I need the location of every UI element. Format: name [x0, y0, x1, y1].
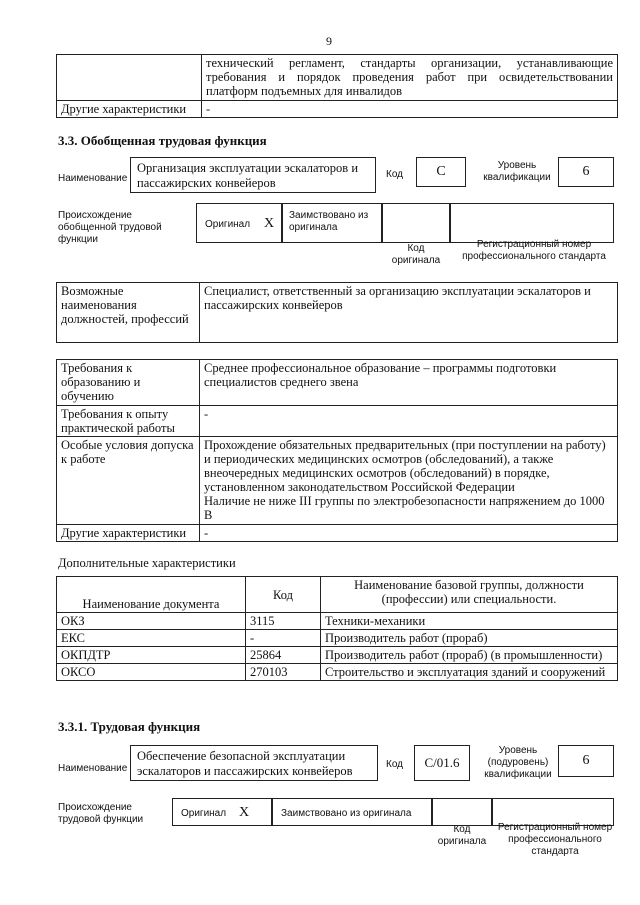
row-name: Производитель работ (прораб) (в промышленности)	[321, 647, 618, 664]
cond-value	[200, 437, 618, 525]
tf-borrowed-cell	[272, 798, 432, 826]
additional-title: Дополнительные характеристики	[58, 556, 236, 570]
page-number: 9	[326, 34, 332, 48]
cond-value-medical: Прохождение обязательных предварительных (при поступлении на работу) и периодических медицинских осмотров (обследований), а также внеочередных медицинских осмотров (обследований) в порядке, установленном законодательством Российской Федерации	[204, 438, 606, 494]
gf-level-label: Уровень квалификации	[483, 160, 551, 183]
edu-label: Требования к образованию и обучению	[57, 360, 200, 406]
tf-original-label: Оригинал	[181, 808, 227, 819]
tf-origin-label: Происхождение трудовой функции	[58, 802, 144, 825]
row-doc: ОКСО	[57, 664, 246, 681]
additional-header-doc: Наименование документа	[57, 577, 246, 613]
tf-level-label: Уровень (подуровень) квалификации	[484, 745, 552, 780]
row-doc: ЕКС	[57, 630, 246, 647]
top-table-other-label: Другие характеристики	[57, 101, 202, 118]
gf-reg-number-cell	[450, 203, 614, 243]
cond-label: Особые условия допуска к работе	[57, 437, 200, 525]
row-code: 3115	[246, 613, 321, 630]
gf-code-original-label: Код оригинала	[391, 243, 441, 266]
exp-value: -	[200, 406, 618, 437]
req-other-value: -	[200, 525, 618, 542]
row-name: Строительство и эксплуатация зданий и сооружений	[321, 664, 618, 681]
tf-code-label: Код	[386, 759, 404, 770]
top-table-empty-cell	[57, 55, 202, 101]
gf-code-label: Код	[386, 169, 404, 180]
top-table-row1-text: технический регламент, стандарты организации, устанавливающие требования и порядок проведения работ при освидетельствовании платформ подъемных для инвалидов	[202, 55, 618, 101]
table-row	[57, 647, 618, 664]
row-code: -	[246, 630, 321, 647]
cond-value-electrical: Наличие не ниже III группы по электробезопасности напряжением до 1000 В	[204, 494, 605, 522]
positions-table	[56, 282, 618, 343]
tf-level-value: 6	[558, 745, 614, 777]
tf-code-value: C/01.6	[414, 745, 470, 781]
positions-label: Возможные наименования должностей, профессий	[57, 283, 200, 343]
table-row	[57, 630, 618, 647]
requirements-table	[56, 359, 618, 542]
gf-name-value: Организация эксплуатации эскалаторов и пассажирских конвейеров	[130, 157, 376, 193]
tf-name-value: Обеспечение безопасной эксплуатации эскалаторов и пассажирских конвейеров	[130, 745, 378, 781]
gf-reg-number-label: Регистрационный номер профессионального стандарта	[462, 239, 606, 262]
top-table	[56, 54, 618, 118]
gf-name-label: Наименование	[58, 173, 128, 184]
tf-name-label: Наименование	[58, 763, 128, 774]
tf-code-original-label: Код оригинала	[437, 824, 487, 847]
tf-original-mark: X	[239, 805, 250, 820]
tf-original-cell	[172, 798, 272, 826]
row-name: Производитель работ (прораб)	[321, 630, 618, 647]
additional-header-name: Наименование базовой группы, должности (профессии) или специальности.	[321, 577, 618, 613]
table-row	[57, 664, 618, 681]
gf-original-cell	[196, 203, 282, 243]
additional-table	[56, 576, 618, 681]
req-other-label: Другие характеристики	[57, 525, 200, 542]
tf-borrowed-label: Заимствовано из оригинала	[281, 808, 412, 819]
gf-code-value: C	[416, 157, 466, 187]
row-code: 25864	[246, 647, 321, 664]
gf-borrowed-cell	[282, 203, 382, 243]
gf-original-label: Оригинал	[205, 219, 251, 230]
row-doc: ОКЗ	[57, 613, 246, 630]
edu-value: Среднее профессиональное образование – программы подготовки специалистов среднего звена	[200, 360, 618, 406]
row-doc: ОКПДТР	[57, 647, 246, 664]
exp-label: Требования к опыту практической работы	[57, 406, 200, 437]
gf-origin-label: Происхождение обобщенной трудовой функции	[58, 210, 162, 245]
tf-code-original-cell	[432, 798, 492, 826]
top-table-other-value: -	[202, 101, 618, 118]
section-3-3-1-heading: 3.3.1. Трудовая функция	[58, 719, 201, 734]
gf-level-value: 6	[558, 157, 614, 187]
row-code: 270103	[246, 664, 321, 681]
gf-code-original-cell	[382, 203, 450, 243]
gf-original-mark: X	[264, 216, 275, 231]
gf-borrowed-label: Заимствовано из оригинала	[289, 210, 369, 233]
row-name: Техники-механики	[321, 613, 618, 630]
positions-value: Специалист, ответственный за организацию эксплуатации эскалаторов и пассажирских конвейеров	[200, 283, 618, 343]
section-3-3-heading: 3.3. Обобщенная трудовая функция	[58, 133, 267, 148]
table-row	[57, 613, 618, 630]
tf-reg-number-label: Регистрационный номер профессионального стандарта	[497, 822, 613, 857]
additional-header-code: Код	[246, 577, 321, 613]
